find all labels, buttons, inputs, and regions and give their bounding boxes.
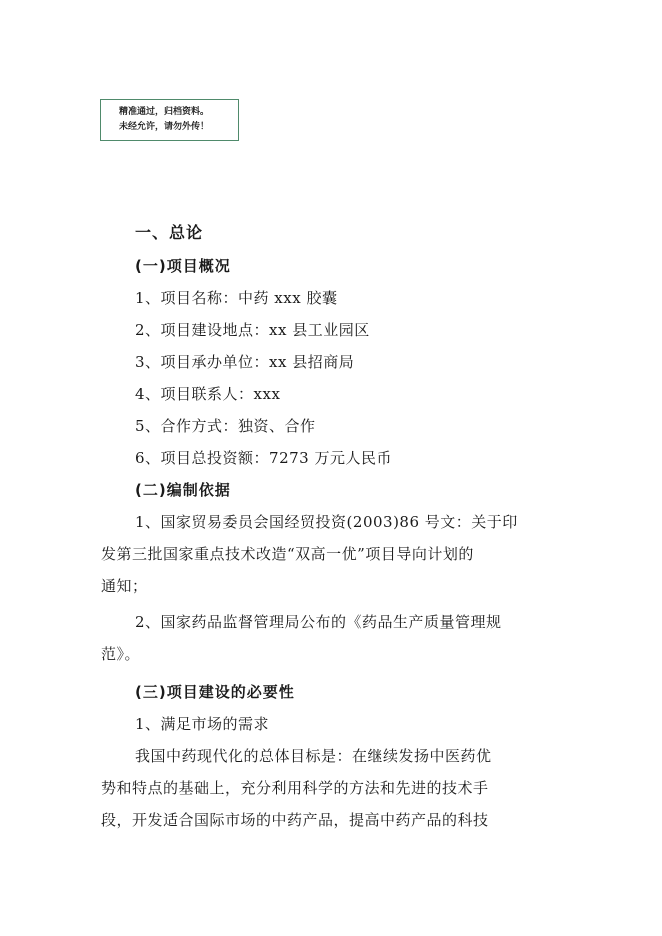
document-body [101, 218, 553, 836]
section-title: 一、总论 [135, 223, 204, 242]
stamp-line-2: 未经允许，请勿外传！ [119, 122, 210, 132]
overview-heading: (一)项目概况 [135, 257, 231, 275]
necessity-paragraph-line-3: 段，开发适合国际市场的中药产品，提高中药产品的科技 [101, 811, 489, 829]
basis-item-2-line-1: 2、国家药品监督管理局公布的《药品生产质量管理规 [135, 613, 502, 631]
overview-item-6: 6、项目总投资额：7273 万元人民币 [135, 449, 392, 467]
basis-item-2-line-2: 范》。 [101, 645, 141, 663]
basis-item-1 [101, 506, 553, 602]
overview-item-1: 1、项目名称：中药 xxx 胶囊 [135, 289, 338, 307]
overview-item-5: 5、合作方式：独资、合作 [135, 417, 316, 435]
stamp-line-1: 精准通过，归档资料。 [119, 107, 210, 117]
basis-heading: (二)编制依据 [135, 481, 231, 499]
necessity-subheading-1: 1、满足市场的需求 [135, 715, 270, 733]
basis-item-1-line-2: 发第三批国家重点技术改造“双高一优”项目导向计划的 [101, 545, 474, 563]
basis-item-1-line-3: 通知； [101, 577, 148, 595]
overview-item-2: 2、项目建设地点：xx 县工业园区 [135, 321, 370, 339]
necessity-heading: (三)项目建设的必要性 [135, 683, 295, 701]
necessity-paragraph-line-2: 势和特点的基础上，充分利用科学的方法和先进的技术手 [101, 779, 489, 797]
basis-item-2 [101, 606, 553, 670]
basis-item-1-line-1: 1、国家贸易委员会国经贸投资(2003)86 号文：关于印 [135, 513, 518, 531]
necessity-paragraph [101, 740, 553, 836]
confidential-stamp [100, 99, 239, 141]
overview-item-3: 3、项目承办单位：xx 县招商局 [135, 353, 355, 371]
necessity-paragraph-line-1: 我国中药现代化的总体目标是：在继续发扬中医药优 [135, 747, 492, 765]
overview-item-4: 4、项目联系人：xxx [135, 385, 281, 403]
